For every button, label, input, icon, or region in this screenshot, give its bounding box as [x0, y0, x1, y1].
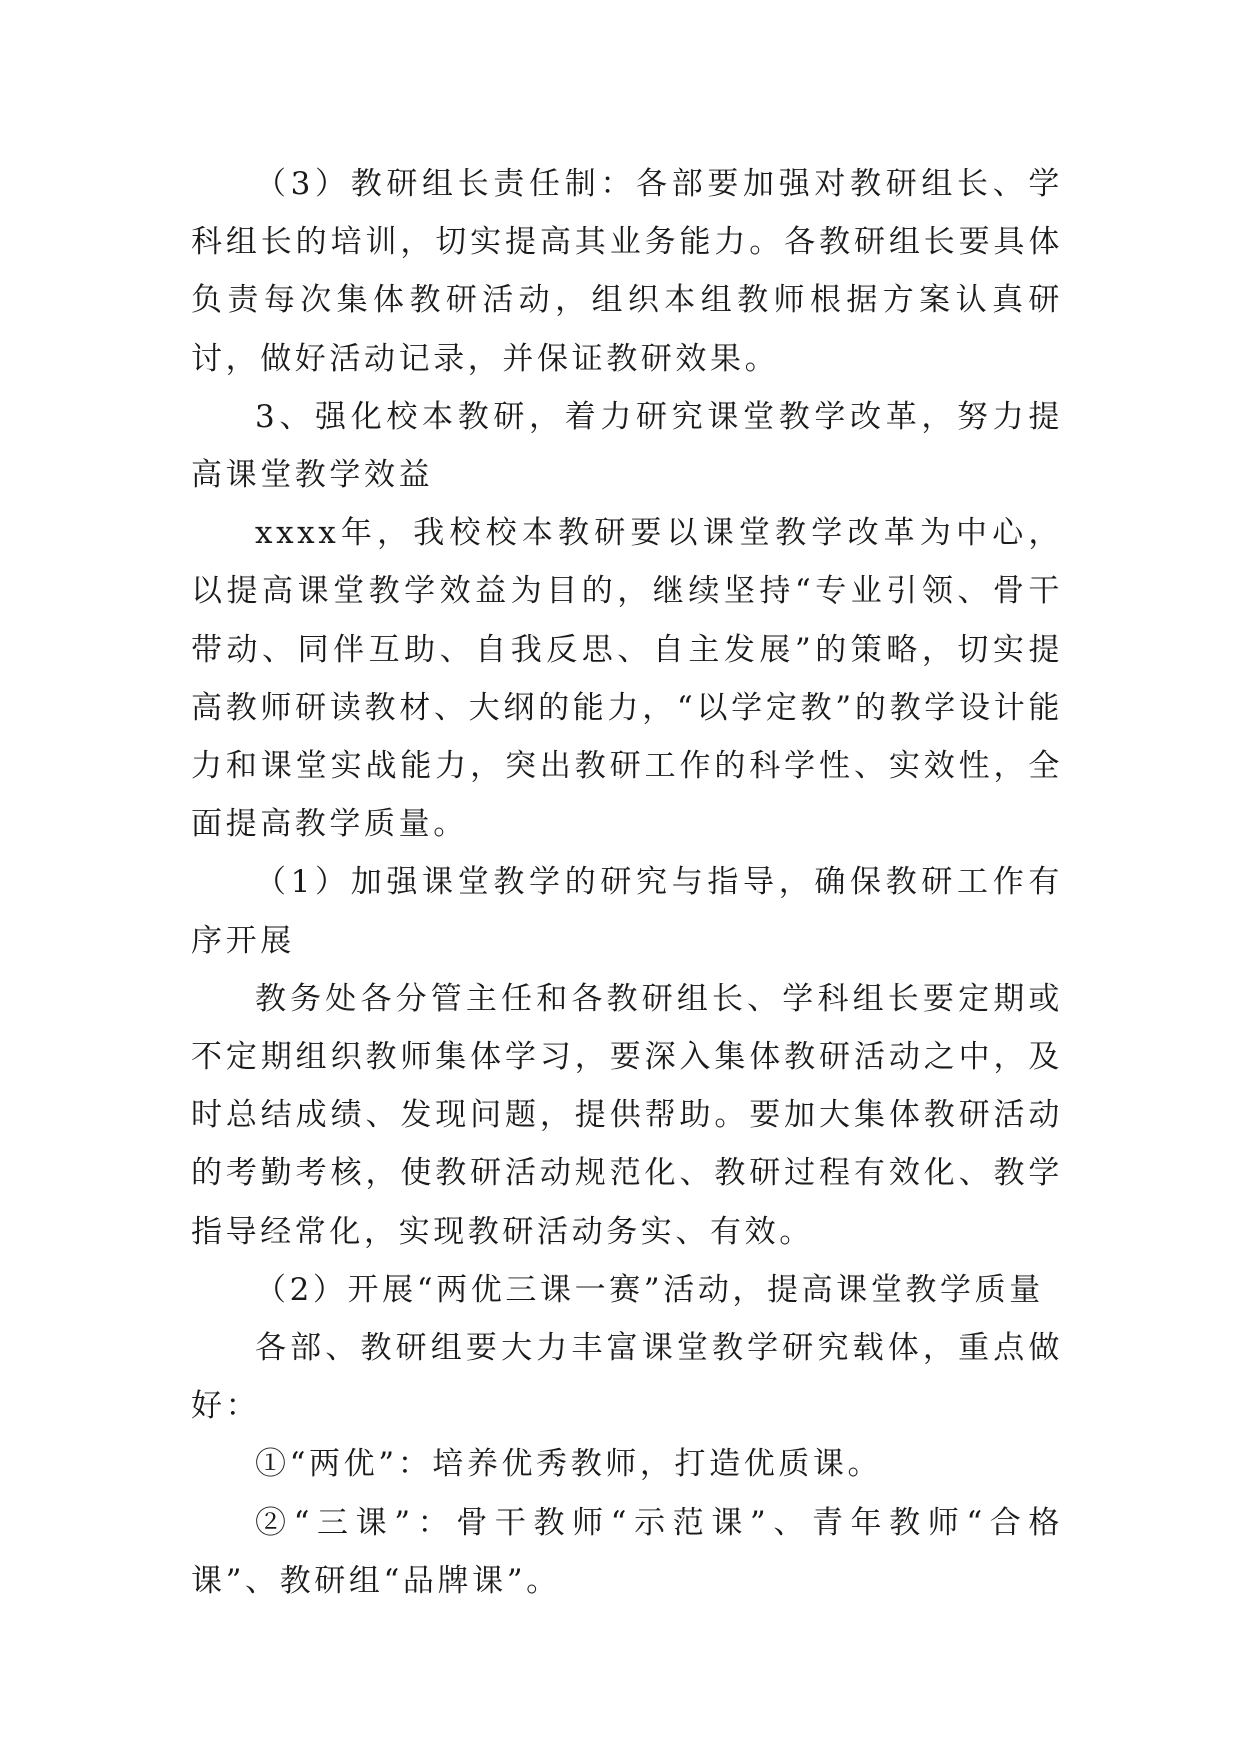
paragraph-research-carriers: 各部、教研组要大力丰富课堂教学研究载体，重点做好： — [191, 1330, 1063, 1425]
heading-two-excellent-three-lessons: （2）开展“两优三课一赛”活动，提高课堂教学质量 — [255, 1271, 1044, 1308]
paragraph-guidance-detail: 教务处各分管主任和各教研组长、学科组长要定期或不定期组织教师集体学习，要深入集体教研活动之中，及时总结成绩、发现问题，提供帮助。要加大集体教研活动的考勤考核，使教研活动规范化、教研过程有效化、教学指导经常化，实现教研活动务实、有效。 — [191, 980, 1063, 1250]
list-item-three-lessons: ②“三课”：骨干教师“示范课”、青年教师“合格课”、教研组“品牌课”。 — [191, 1504, 1063, 1599]
list-item-two-excellent: ①“两优”：培养优秀教师，打造优质课。 — [255, 1446, 883, 1483]
paragraph-leader-responsibility: （3）教研组长责任制：各部要加强对教研组长、学科组长的培训，切实提高其业务能力。各教研组长要具体负责每次集体教研活动，组织本组教师根据方案认真研讨，做好活动记录，并保证教研效果。 — [191, 166, 1063, 377]
heading-school-research: 3、强化校本教研，着力研究课堂教学改革，努力提高课堂教学效益 — [191, 398, 1063, 494]
document-body — [191, 155, 1063, 1610]
paragraph-annual-research-goal: xxxx年，我校校本教研要以课堂教学改革为中心，以提高课堂教学效益为目的，继续坚持“专业引领、骨干带动、同伴互助、自我反思、自主发展”的策略，切实提高教师研读教材、大纲的能力，“以学定教”的教学设计能力和课堂实战能力，突出教研工作的科学性、实效性，全面提高教学质量。 — [191, 515, 1063, 843]
heading-classroom-guidance: （1）加强课堂教学的研究与指导，确保教研工作有序开展 — [191, 864, 1063, 959]
